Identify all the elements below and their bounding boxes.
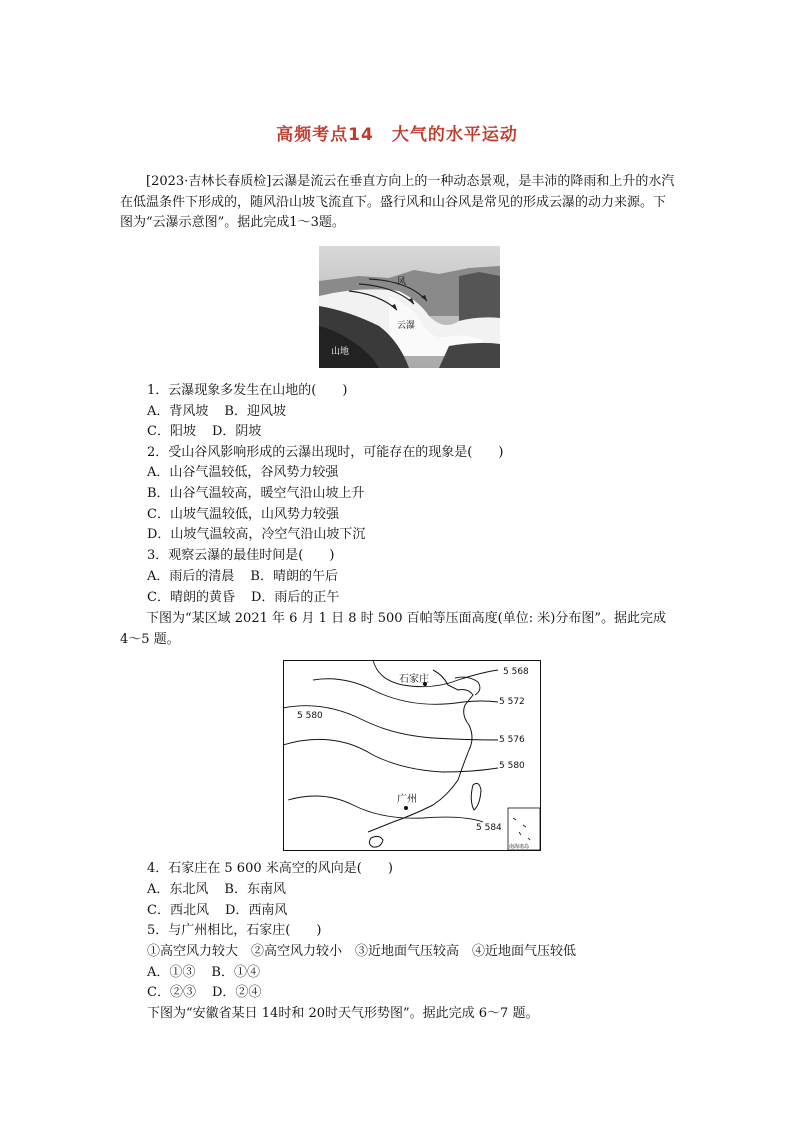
contour-5584: 5 584 (476, 823, 502, 833)
q4-option-c: C．西北风 (147, 903, 209, 918)
question-1-options-ab (147, 402, 286, 423)
q3-option-d: D．雨后的正午 (250, 590, 340, 605)
q5-option-c: C．②③ (147, 985, 196, 1000)
question-1-options-cd (147, 422, 261, 443)
q2-option-a: A．山谷气温较低，谷风势力较强 (147, 465, 339, 480)
question-5-options-cd (147, 983, 261, 1004)
contour-5572: 5 572 (499, 697, 525, 707)
q5-option-a: A．①③ (147, 965, 196, 980)
intro-paragraph-2: 下图为“某区域 2021 年 6 月 1 日 8 时 500 百帕等压面高度(单位: 米)分布图”。据此完成 4～5 题。 (120, 611, 666, 647)
question-5-stem: 5．与广州相比，石家庄( ) (147, 923, 322, 938)
q3-option-a: A．雨后的清晨 (147, 569, 235, 584)
q3-option-c: C．晴朗的黄昏 (147, 590, 235, 605)
q2-option-c: C．山坡气温较低，山风势力较强 (147, 507, 339, 522)
page-title: 高频考点14 大气的水平运动 (276, 125, 518, 145)
q1-option-b: B．迎风坡 (224, 404, 286, 419)
q2-option-b: B．山谷气温较高，暖空气沿山坡上升 (147, 486, 365, 501)
q1-option-c: C．阳坡 (147, 424, 196, 439)
contour-5580-left: 5 580 (297, 711, 323, 721)
cloud-waterfall-figure (319, 246, 500, 368)
mountain-label: 山地 (331, 347, 350, 357)
cloud-waterfall-label: 云瀑 (397, 321, 416, 331)
intro-paragraph-3: 下图为“安徽省某日 14时和 20时天气形势图”。据此完成 6～7 题。 (147, 1006, 539, 1021)
question-3-stem: 3．观察云瀑的最佳时间是( ) (147, 548, 335, 563)
question-1-stem: 1．云瀑现象多发生在山地的( ) (147, 383, 348, 398)
q5-option-b: B．①④ (211, 965, 260, 980)
contour-5568: 5 568 (503, 667, 529, 677)
question-4-options-cd (147, 901, 287, 922)
q2-option-d: D．山坡气温较高，冷空气沿山坡下沉 (147, 527, 366, 542)
pressure-height-map (283, 660, 541, 851)
intro-paragraph-1: [2023·吉林长春质检]云瀑是流云在垂直方向上的一种动态景观，是丰沛的降雨和上升的水汽在低温条件下形成的，随风沿山坡飞流直下。盛行风和山谷风是常见的形成云瀑的动力来源。下图为“云瀑示意图”。据此完成1～3题。 (120, 174, 675, 230)
q4-option-b: B．东南风 (224, 882, 286, 897)
city-shijiazhuang: 石家庄 (399, 674, 429, 685)
question-5-items: ①高空风力较大 ②高空风力较小 ③近地面气压较高 ④近地面气压较低 (147, 944, 577, 959)
q1-option-a: A．背风坡 (147, 404, 209, 419)
inset-label: 南海诸岛 (509, 844, 530, 850)
wind-label: 风 (397, 277, 407, 287)
contour-5576: 5 576 (499, 735, 525, 745)
contour-5580-right: 5 580 (499, 761, 525, 771)
city-guangzhou: 广州 (397, 794, 417, 805)
question-3-options-cd (147, 588, 339, 609)
question-3-options-ab (147, 567, 338, 588)
q1-option-d: D．阴坡 (211, 424, 262, 439)
q3-option-b: B．晴朗的午后 (250, 569, 338, 584)
question-5-options-ab (147, 963, 260, 984)
q4-option-a: A．东北风 (147, 882, 209, 897)
q5-option-d: D．②④ (211, 985, 262, 1000)
question-2-stem: 2．受山谷风影响形成的云瀑出现时，可能存在的现象是( ) (147, 445, 504, 460)
question-4-options-ab (147, 880, 286, 901)
question-4-stem: 4．石家庄在 5 600 米高空的风向是( ) (147, 861, 393, 876)
q4-option-d: D．西南风 (224, 903, 288, 918)
